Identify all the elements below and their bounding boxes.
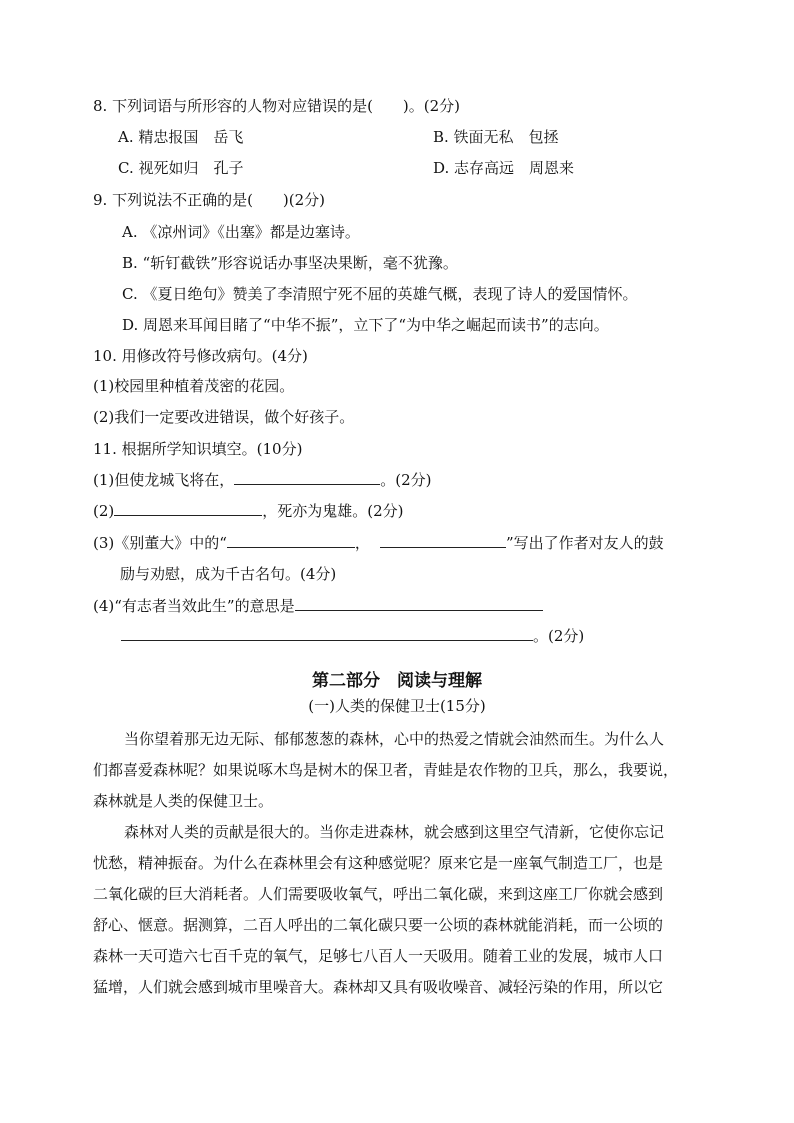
q8-option-b: B. 铁面无私 包拯 bbox=[433, 128, 559, 146]
answer-blank[interactable] bbox=[380, 533, 506, 548]
q11-item-3-continuation: 励与劝慰，成为千古名句。(4分) bbox=[120, 565, 337, 583]
q11-item-1 bbox=[93, 470, 432, 490]
answer-blank[interactable] bbox=[234, 470, 380, 485]
q11-item-3-separator: ， bbox=[354, 534, 370, 552]
q11-item-4-line-2 bbox=[121, 626, 584, 646]
q11-item-3-suffix: ”写出了作者对友人的鼓 bbox=[505, 534, 664, 552]
answer-blank[interactable] bbox=[114, 501, 262, 516]
q10-stem: 10. 用修改符号修改病句。(4分) bbox=[93, 347, 308, 365]
passage-line: 猛增，人们就会感到城市里噪音大。森林却又具有吸收噪音、减轻污染的作用，所以它 bbox=[93, 978, 664, 996]
q9-option-c: C. 《夏日绝句》赞美了李清照宁死不屈的英雄气概，表现了诗人的爱国情怀。 bbox=[122, 285, 638, 303]
q10-sentence-1: (1)校园里种植着茂密的花园。 bbox=[93, 377, 295, 395]
answer-blank[interactable] bbox=[121, 626, 533, 641]
passage-line: 二氧化碳的巨大消耗者。人们需要吸收氧气，呼出二氧化碳，来到这座工厂你就会感到 bbox=[93, 885, 664, 903]
q10-sentence-2: (2)我们一定要改进错误，做个好孩子。 bbox=[93, 408, 355, 426]
passage-line: 舒心、惬意。据测算，二百人呼出的二氧化碳只要一公顷的森林就能消耗，而一公顷的 bbox=[93, 916, 664, 934]
answer-blank[interactable] bbox=[227, 533, 355, 548]
passage-line: 忧愁，精神振奋。为什么在森林里会有这种感觉呢？原来它是一座氧气制造工厂，也是 bbox=[93, 854, 664, 872]
q9-option-b: B. “斩钉截铁”形容说话办事坚决果断，毫不犹豫。 bbox=[122, 254, 458, 272]
passage-line: 当你望着那无边无际、郁郁葱葱的森林，心中的热爱之情就会油然而生。为什么人 bbox=[124, 730, 665, 748]
q8-stem: 8. 下列词语与所形容的人物对应错误的是( )。(2分) bbox=[93, 97, 461, 115]
passage-line: 森林就是人类的保健卫士。 bbox=[93, 792, 274, 810]
passage-line: 们都喜爱森林呢？如果说啄木鸟是树木的保卫者，青蛙是农作物的卫兵，那么，我要说， bbox=[93, 761, 679, 779]
q11-item-4 bbox=[93, 596, 543, 616]
q8-option-c: C. 视死如归 孔子 bbox=[118, 159, 244, 177]
q11-item-1-suffix: 。(2分) bbox=[380, 471, 432, 489]
q9-option-d: D. 周恩来耳闻目睹了“中华不振”，立下了“为中华之崛起而读书”的志向。 bbox=[122, 316, 609, 334]
q11-item-4-suffix: 。(2分) bbox=[533, 627, 585, 645]
q11-item-2-suffix: ，死亦为鬼雄。(2分) bbox=[262, 502, 404, 520]
q8-option-d: D. 志存高远 周恩来 bbox=[433, 159, 575, 177]
q9-option-a: A. 《凉州词》《出塞》都是边塞诗。 bbox=[122, 223, 360, 241]
answer-blank[interactable] bbox=[295, 596, 543, 611]
section-title: 第二部分 阅读与理解 bbox=[312, 671, 482, 691]
q11-item-2 bbox=[93, 501, 404, 521]
q11-item-1-prefix: (1)但使龙城飞将在， bbox=[93, 471, 235, 489]
passage-line: 森林一天可造六七百千克的氧气，足够七八百人一天吸用。随着工业的发展，城市人口 bbox=[93, 947, 664, 965]
passage-title: (一)人类的保健卫士(15分) bbox=[308, 697, 486, 715]
q11-item-4-prefix: (4)“有志者当效此生”的意思是 bbox=[93, 597, 295, 615]
q9-stem: 9. 下列说法不正确的是( )(2分) bbox=[93, 191, 326, 209]
q11-item-3-prefix: (3)《别董大》中的“ bbox=[93, 534, 227, 552]
q11-item-3 bbox=[93, 533, 664, 553]
q11-stem: 11. 根据所学知识填空。(10分) bbox=[93, 440, 303, 458]
passage-line: 森林对人类的贡献是很大的。当你走进森林，就会感到这里空气清新，它使你忘记 bbox=[124, 823, 665, 841]
q11-item-2-prefix: (2) bbox=[93, 502, 115, 520]
q8-option-a: A. 精忠报国 岳飞 bbox=[118, 128, 244, 146]
